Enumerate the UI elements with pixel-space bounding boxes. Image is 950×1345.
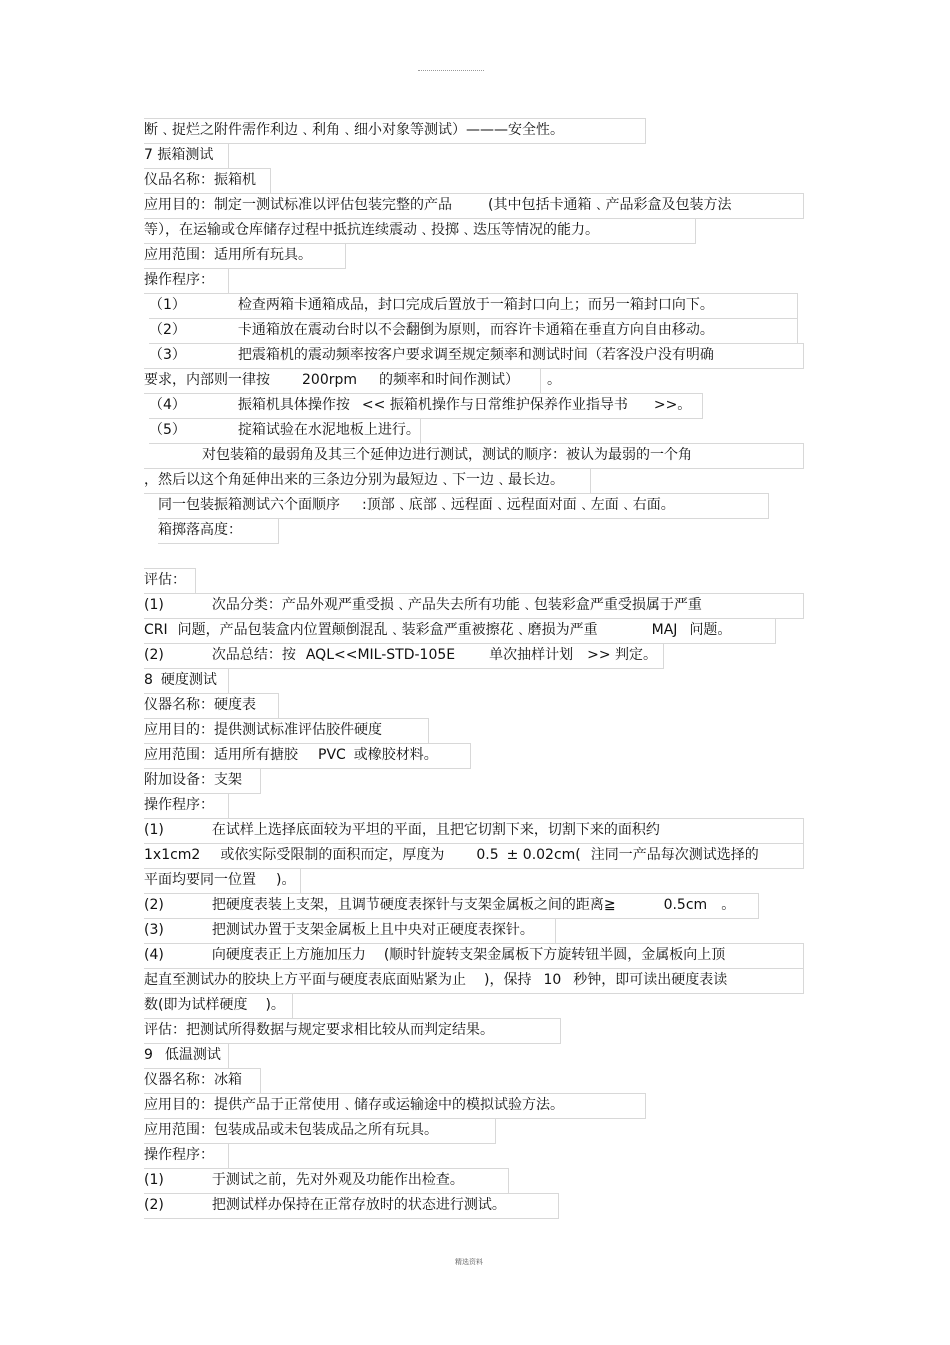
text-segment: (2) [144,647,164,663]
text-line [144,220,599,240]
text-segment: 平面均要同一位置 [144,872,256,888]
text-line [144,620,731,640]
text-segment: 断﹑捉烂之附件需作利边﹑利角﹑细小对象等测试）———安全性。 [144,122,564,138]
text-segment: 硬度测试 [160,672,217,688]
text-segment: 评估：把测试所得数据与规定要求相比较从而判定结果。 [144,1022,494,1038]
text-segment: 操作程序： [144,272,214,288]
text-line [144,470,564,490]
text-line [158,520,242,540]
text-line [158,495,675,515]
text-segment: MAJ [651,622,678,638]
text-segment: 评估： [144,572,186,588]
text-line [144,120,564,140]
page-footer: 精选资料 [455,1258,483,1266]
text-segment: << 振箱机操作与日常维护保养作业指导书 [361,397,628,413]
text-segment: 应用范围：适用所有玩具。 [144,247,312,263]
text-line [144,195,731,215]
text-line [149,420,420,440]
text-segment: 把测试办置于支架金属板上且中央对正硬度表探针。 [211,922,534,938]
text-segment: （3） [149,347,186,363]
text-line [144,920,534,940]
text-segment: 7 振箱测试 [144,147,214,163]
text-segment: 0.5 [476,847,499,863]
text-line [144,595,702,615]
text-segment: 要求，内部则一律按 [144,372,270,388]
text-segment: 向硬度表正上方施加压力 [211,947,366,963]
text-line [144,670,217,690]
text-segment: 应用目的：提供产品于正常使用﹑储存或运输途中的模拟试验方法。 [144,1097,564,1113]
text-segment: 。 [721,897,736,913]
text-segment: (3) [144,922,164,938]
text-segment: CRI [144,622,168,638]
text-line [144,1095,564,1115]
text-segment: 把震箱机的震动频率按客户要求调至规定频率和测试时间（若客没户没有明确 [237,347,714,363]
text-segment: 操作程序： [144,1147,214,1163]
text-segment: 应用范围：适用所有搪胶 [144,747,298,763]
text-segment: 1x1cm2 [144,847,201,863]
text-segment: (2) [144,1197,164,1213]
text-line [144,695,256,715]
text-line [144,1195,506,1215]
text-line [149,345,714,365]
text-line [202,445,692,465]
text-segment: 仪品名称：振箱机 [144,172,256,188]
text-segment: (顺时针旋转支架金属板下方旋转钮半圆，金属板向上顶 [383,947,726,963]
text-segment: 200rpm [302,372,358,388]
text-segment: (2) [144,897,164,913]
text-line [144,1120,438,1140]
text-segment: (其中包括卡通箱﹑产品彩盒及包装方法 [488,197,732,213]
text-line [149,395,691,415]
text-segment: 把硬度表装上支架，且调节硬度表探针与支架金属板之间的距离≧ [211,897,616,913]
text-segment: 仪器名称：硬度表 [144,697,256,713]
text-line [149,320,714,340]
text-segment: 卡通箱放在震动台时以不会翻倒为原则，而容许卡通箱在垂直方向自由移动。 [237,322,714,338]
text-line [144,820,660,840]
text-line [144,845,759,865]
text-segment: （5） [149,422,186,438]
text-segment: 9 [144,1047,153,1063]
text-line [144,1070,242,1090]
text-segment: 起直至测试办的胶块上方平面与硬度表底面贴紧为止 [144,972,466,988]
text-segment: 秒钟，即可读出硬度表读 [573,972,728,988]
text-segment: )。 [265,997,285,1013]
text-segment: 或依实际受限制的面积而定，厚度为 [220,847,445,863]
text-segment: 应用范围：包装成品或未包装成品之所有玩具。 [144,1122,438,1138]
text-segment: 问题。 [689,622,732,638]
text-segment: 数(即为试样硬度 [144,997,248,1013]
text-segment: 于测试之前，先对外观及功能作出检查。 [211,1172,464,1188]
text-segment: 箱掷落高度： [158,522,242,538]
text-segment: 次品分类：产品外观严重受损﹑产品失去所有功能﹑包装彩盒严重受损属于严重 [211,597,702,613]
text-line [144,270,214,290]
text-segment: 问题，产品包装盒内位置颠倒混乱﹑装彩盒严重被擦花﹑磨损为严重 [177,622,598,638]
text-line [144,895,735,915]
text-segment: 低温测试 [164,1047,221,1063]
text-segment: 的频率和时间作测试） [379,372,520,388]
text-line [144,645,657,665]
text-line [144,245,312,265]
text-segment: 在试样上选择底面较为平坦的平面，且把它切割下来，切割下来的面积约 [211,822,660,838]
text-segment: 检查两箱卡通箱成品，封口完成后置放于一箱封口向上；而另一箱封口向下。 [237,297,714,313]
text-line [144,1145,214,1165]
text-segment: :顶部﹑底部﹑远程面﹑远程面对面﹑左面﹑右面。 [362,497,675,513]
text-line [144,995,285,1015]
text-segment: 应用目的：提供测试标准评估胶件硬度 [144,722,382,738]
text-line [144,1170,464,1190]
text-segment: >>。 [653,397,692,413]
text-line [144,1020,494,1040]
text-segment: 等），在运输或仓库储存过程中抵抗连续震动﹑投掷﹑迭压等情况的能力。 [144,222,599,238]
text-segment: 仪器名称：冰箱 [144,1072,242,1088]
text-segment: （1） [149,297,186,313]
text-segment: 同一包装振箱测试六个面顺序 [158,497,340,513]
text-segment: 次品总结：按 [211,647,296,663]
text-segment: （2） [149,322,186,338]
text-segment: 附加设备：支架 [144,772,242,788]
text-segment: 或橡胶材料。 [353,747,438,763]
text-segment: PVC [318,747,346,763]
text-segment: （4） [149,397,186,413]
text-segment: 应用目的：制定一测试标准以评估包装完整的产品 [144,197,452,213]
text-line [144,795,214,815]
header-rule [418,70,484,71]
text-segment: )。 [276,872,296,888]
text-segment: 掟箱试验在水泥地板上进行。 [237,422,420,438]
text-line [144,170,256,190]
text-segment: 操作程序： [144,797,214,813]
text-line [144,145,213,165]
text-segment: (1) [144,822,164,838]
text-segment: 8 [144,672,153,688]
text-line [144,1045,221,1065]
text-segment: )，保持 [484,972,532,988]
text-segment: ± 0.02cm( [506,847,581,863]
text-segment: 单次抽样计划 [489,647,574,663]
text-line [144,945,725,965]
text-segment: (1) [144,597,164,613]
text-segment: 振箱机具体操作按 [237,397,350,413]
text-line [144,870,295,890]
text-segment: >> 判定。 [587,647,658,663]
text-line [144,720,382,740]
text-line [144,770,242,790]
text-segment: 。 [547,372,562,388]
text-line [144,745,438,765]
text-line [144,570,186,590]
text-segment: 0.5cm [663,897,708,913]
text-line [144,970,727,990]
text-line [149,295,714,315]
text-segment: AQL<<MIL-STD-105E [305,647,456,663]
text-segment: 把测试样办保持在正常存放时的状态进行测试。 [211,1197,506,1213]
text-segment: (4) [144,947,164,963]
text-segment: 10 [543,972,562,988]
text-segment: 注同一产品每次测试选择的 [590,847,759,863]
text-segment: ，然后以这个角延伸出来的三条边分别为最短边﹑下一边﹑最长边。 [144,472,564,488]
text-segment: 对包装箱的最弱角及其三个延伸边进行测试，测试的顺序：被认为最弱的一个角 [202,447,692,463]
text-line [144,370,561,390]
text-segment: (1) [144,1172,164,1188]
